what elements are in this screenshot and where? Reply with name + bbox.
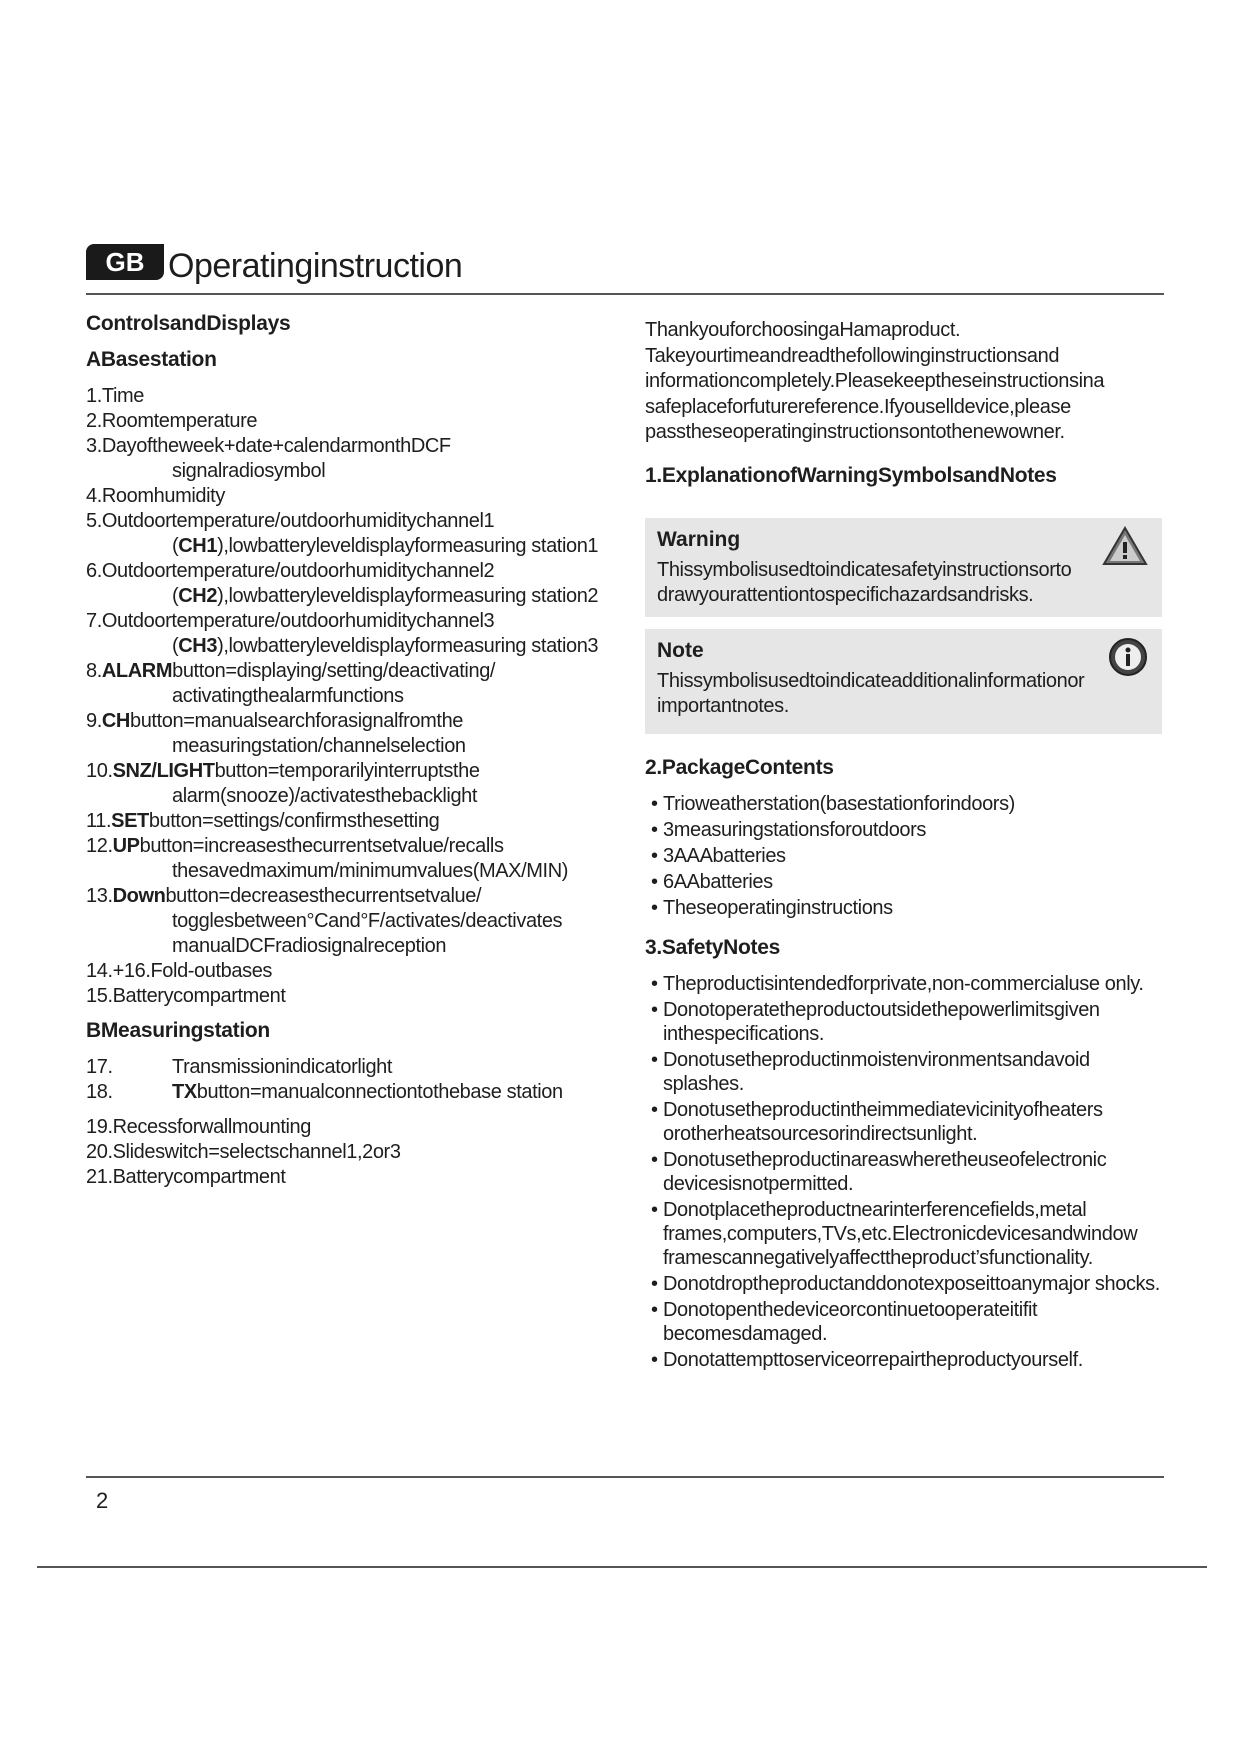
section3-heading: 3.SafetyNotes (645, 935, 780, 959)
bullet-item (645, 896, 1165, 920)
item-text: Batterycompartment (112, 985, 286, 1007)
base-station-list (86, 384, 606, 1009)
section1-heading: 1.ExplanationofWarningSymbolsandNotes (645, 463, 1057, 487)
item-number: 13. (86, 885, 113, 907)
bullet-item (645, 792, 1165, 816)
item-number: 17. (86, 1056, 113, 1078)
bullet-text: 3AAAbatteries (663, 844, 786, 867)
list-item (86, 659, 606, 709)
item-number: 14. (86, 960, 113, 982)
controls-heading: ControlsandDisplays (86, 312, 291, 335)
bullet-text: Donotusetheproductinareaswheretheuseofelectronic devicesisnotpermitted. (663, 1148, 1107, 1195)
item-number: 20. (86, 1141, 113, 1163)
note-text: Thissymbolisusedtoindicateadditionalinformationor importantnotes. (657, 669, 1085, 717)
note-box (645, 629, 1162, 734)
list-item (86, 884, 606, 959)
list-item (86, 509, 606, 559)
list-item (86, 984, 606, 1009)
item-keyword: CH (101, 710, 130, 732)
list-item (86, 559, 606, 609)
list-item (86, 959, 606, 984)
bullet-text: Donotopenthedeviceorcontinuetooperateitifit becomesdamaged. (663, 1298, 1038, 1345)
measuring-station-list-cont (86, 1115, 606, 1190)
item-number: 6. (86, 560, 102, 582)
item-text: +16.Fold-outbases (112, 960, 273, 982)
item-text: button=increasesthecurrentsetvalue/recalls thesavedmaximum/minimumvalues(MAX/MIN) (139, 835, 569, 882)
item-text: Slideswitch=selectschannel1,2or3 (112, 1141, 401, 1163)
item-text: Outdoortemperature/outdoorhumiditychannel3 ( (101, 610, 495, 657)
item-text: button=displaying/setting/deactivating/ activatingthealarmfunctions (172, 660, 496, 707)
list-item (86, 384, 606, 409)
item-number: 12. (86, 835, 113, 857)
item-number: 15. (86, 985, 113, 1007)
item-text: Roomtemperature (101, 410, 258, 432)
bullet-text: Donotusetheproductintheimmediatevicinityofheaters orotherheatsourcesorindirectsunlight. (663, 1098, 1103, 1145)
bullet-item (645, 1098, 1165, 1146)
bullet-text: 6AAbatteries (663, 870, 773, 893)
measuring-station-list (86, 1055, 606, 1105)
item-text: ),lowbatteryleveldisplayformeasuring station2 (217, 585, 599, 607)
bullet-item (645, 1348, 1165, 1372)
bullet-item (645, 1148, 1165, 1196)
item-text: ),lowbatteryleveldisplayformeasuring station1 (217, 535, 599, 557)
bullet-item (645, 972, 1165, 996)
note-title: Note (657, 638, 704, 662)
right-column (645, 318, 1165, 1388)
item-body (172, 1055, 392, 1080)
language-badge: GB (86, 244, 164, 280)
item-keyword: CH3 (178, 635, 218, 657)
item-text: Recessforwallmounting (112, 1116, 311, 1138)
item-number: 18. (86, 1081, 113, 1103)
item-text: Time (101, 385, 144, 407)
item-keyword: TX (172, 1081, 197, 1103)
list-item (86, 1165, 606, 1190)
item-text: button=decreasesthecurrentsetvalue/ togglesbetween°Cand°F/activates/deactivates manualDCFradiosignalreception (165, 885, 563, 957)
list-item (86, 609, 606, 659)
item-number: 21. (86, 1166, 113, 1188)
bullet-item (645, 1272, 1165, 1296)
item-text: button=manualsearchforasignalfromthe measuringstation/channelselection (129, 710, 466, 757)
page-edge-rule (37, 1566, 1207, 1568)
bullet-text: Donotdroptheproductanddonotexposeittoanymajor shocks. (663, 1272, 1160, 1295)
warning-triangle-icon (1102, 526, 1148, 571)
footer-rule (86, 1476, 1164, 1478)
warning-text: Thissymbolisusedtoindicatesafetyinstructionsorto drawyourattentiontospecifichazardsandrisks. (657, 558, 1072, 606)
bullet-text: Donotplacetheproductnearinterferencefields,metal frames,computers,TVs,etc.Electronicdevicesandwindow framescannegativelyaffecttheproduct’sfunctionality. (663, 1198, 1138, 1269)
item-number: 11. (86, 810, 112, 832)
bullet-text: Donotoperatetheproductoutsidethepowerlimitsgiven inthespecifications. (663, 998, 1100, 1045)
list-item (86, 759, 606, 809)
info-icon (1108, 637, 1148, 682)
item-number: 7. (86, 610, 102, 632)
item-number: 2. (86, 410, 102, 432)
item-number: 8. (86, 660, 102, 682)
safety-notes-list (645, 972, 1165, 1372)
bullet-text: Donotattempttoserviceorrepairtheproductyourself. (663, 1348, 1083, 1371)
header-rule (86, 293, 1164, 295)
item-text: ),lowbatteryleveldisplayformeasuring station3 (217, 635, 599, 657)
item-text: Outdoortemperature/outdoorhumiditychannel1 ( (101, 510, 495, 557)
base-station-heading: ABasestation (86, 348, 217, 371)
item-number: 9. (86, 710, 102, 732)
list-item (86, 1055, 606, 1080)
item-keyword: UP (112, 835, 140, 857)
list-item (86, 1115, 606, 1140)
bullet-item (645, 844, 1165, 868)
bullet-text: Trioweatherstation(basestationforindoors) (663, 792, 1015, 815)
list-item (86, 709, 606, 759)
list-item (86, 484, 606, 509)
item-text: Dayoftheweek+date+calendarmonthDCF signalradiosymbol (101, 435, 451, 482)
bullet-text: Theproductisintendedforprivate,non-commercialuse only. (663, 972, 1144, 995)
page-header (86, 240, 462, 290)
list-item (86, 834, 606, 884)
list-item (86, 409, 606, 434)
item-number: 1. (86, 385, 102, 407)
item-number: 5. (86, 510, 102, 532)
item-text: Batterycompartment (112, 1166, 286, 1188)
item-text: button=manualconnectiontothebase station (196, 1081, 563, 1103)
item-keyword: SNZ/LIGHT (112, 760, 215, 782)
item-text: Transmissionindicatorlight (172, 1056, 393, 1078)
left-column (86, 312, 606, 1200)
item-body (172, 1080, 563, 1105)
list-item (86, 1140, 606, 1165)
bullet-text: 3measuringstationsforoutdoors (663, 818, 926, 841)
item-number: 10. (86, 760, 113, 782)
item-keyword: CH1 (178, 535, 218, 557)
intro-text: ThankyouforchoosingaHamaproduct. Takeyourtimeandreadthefollowinginstructionsand informationcompletely.Pleasekeeptheseinstructionsina safeplaceforfuturereference.Ifyouselldevice,please passtheseoperatinginstructionsontothenewowner. (645, 319, 1105, 443)
bullet-item (645, 1298, 1165, 1346)
bullet-text: Donotusetheproductinmoistenvironmentsandavoid splashes. (663, 1048, 1090, 1095)
item-number: 3. (86, 435, 102, 457)
item-number: 4. (86, 485, 102, 507)
item-keyword: Down (112, 885, 166, 907)
bullet-item (645, 818, 1165, 842)
bullet-text: Theseoperatinginstructions (663, 896, 893, 919)
item-text: button=settings/confirmsthesetting (148, 810, 440, 832)
list-item (86, 434, 606, 484)
item-text: button=temporarilyinterruptsthe alarm(snooze)/activatesthebacklight (172, 760, 480, 807)
bullet-item (645, 1198, 1165, 1270)
item-keyword: ALARM (101, 660, 173, 682)
section2-heading: 2.PackageContents (645, 755, 834, 779)
measuring-station-heading: BMeasuringstation (86, 1019, 270, 1042)
bullet-item (645, 998, 1165, 1046)
package-contents-list (645, 792, 1165, 920)
bullet-item (645, 1048, 1165, 1096)
list-item (86, 809, 606, 834)
document-title: Operatinginstruction (168, 247, 463, 285)
warning-title: Warning (657, 527, 741, 551)
list-item (86, 1080, 606, 1105)
item-text: Roomhumidity (101, 485, 225, 507)
item-keyword: SET (111, 810, 149, 832)
bullet-item (645, 870, 1165, 894)
item-text: Outdoortemperature/outdoorhumiditychannel2 ( (101, 560, 495, 607)
page-number: 2 (96, 1488, 109, 1513)
item-keyword: CH2 (178, 585, 218, 607)
item-number: 19. (86, 1116, 113, 1138)
warning-box (645, 518, 1162, 617)
